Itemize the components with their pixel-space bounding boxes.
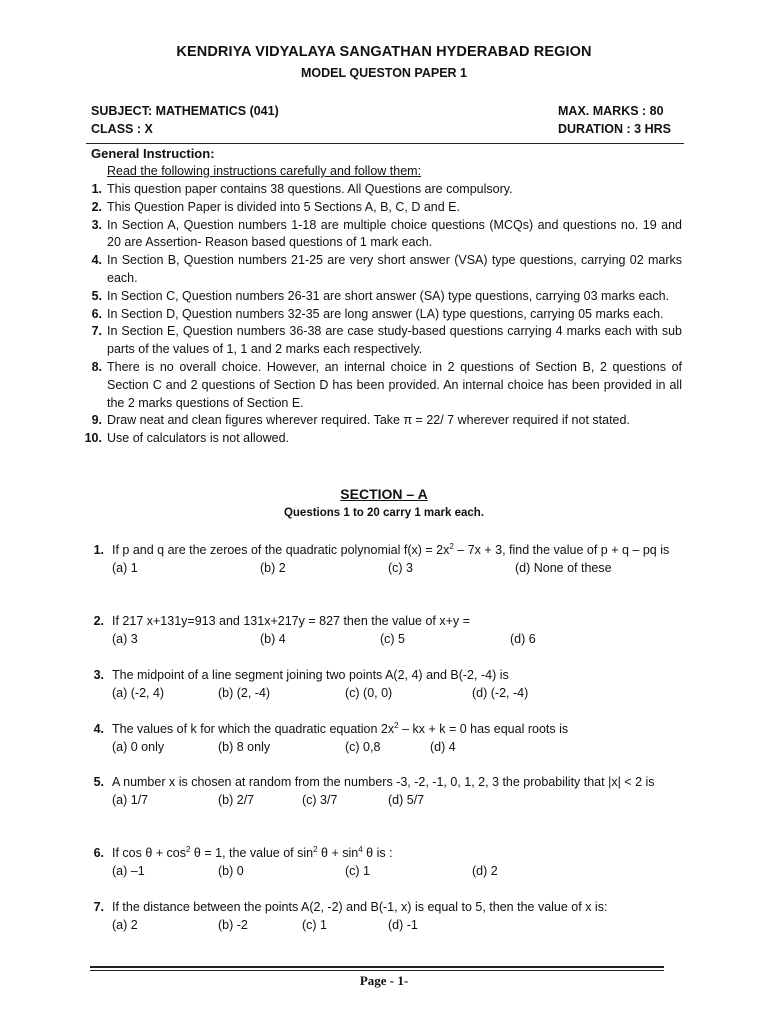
question-2 — [70, 612, 682, 648]
subject-class-block — [91, 102, 279, 138]
option-a: (a) 1 — [112, 561, 138, 575]
question-text-part: θ is : — [362, 846, 393, 860]
duration-label: DURATION : 3 HRS — [558, 122, 671, 136]
option-a: (a) 1/7 — [112, 793, 149, 807]
instruction-item — [70, 288, 682, 306]
instruction-text: Draw neat and clean figures wherever required. Take π = 22/ 7 wherever required if not stated. — [107, 413, 630, 428]
instruction-number: 8. — [91, 359, 102, 374]
instructions-title: General Instruction: — [91, 146, 215, 161]
question-4 — [70, 720, 682, 756]
question-text-part: If p and q are the zeroes of the quadratic polynomial f(x) = 2x — [112, 543, 450, 557]
instructions-list — [70, 181, 682, 448]
question-text: A number x is chosen at random from the numbers -3, -2, -1, 0, 1, 2, 3 the probability that |x| < 2 is — [112, 775, 655, 789]
exponent: 4 — [358, 844, 363, 854]
question-text-part: – kx + k = 0 has equal roots is — [398, 722, 569, 736]
instruction-number: 9. — [91, 413, 102, 428]
instructions-lead: Read the following instructions carefully and follow them: — [107, 164, 422, 178]
instruction-text: In Section B, Question numbers 21-25 are very short answer (VSA) type questions, carrying 02 marks each. — [107, 253, 682, 285]
question-text: The midpoint of a line segment joining two points A(2, 4) and B(-2, -4) is — [112, 668, 509, 682]
options-row — [112, 862, 682, 880]
option-c: (c) 5 — [380, 632, 405, 646]
option-a: (a) 0 only — [112, 740, 165, 754]
options-row — [112, 738, 682, 756]
instruction-item — [70, 252, 682, 288]
question-number: 6. — [93, 846, 104, 860]
question-7 — [70, 898, 682, 934]
option-c: (c) 0,8 — [345, 740, 381, 754]
subject-label: SUBJECT: MATHEMATICS (041) — [91, 104, 279, 118]
instruction-item — [70, 181, 682, 199]
instruction-item — [70, 323, 682, 359]
option-b: (b) 0 — [218, 864, 244, 878]
instruction-number: 1. — [91, 182, 102, 196]
option-a: (a) –1 — [112, 864, 145, 878]
instruction-text: In Section D, Question numbers 32-35 are long answer (LA) type questions, carrying 05 marks each. — [107, 306, 664, 321]
instruction-number: 7. — [91, 324, 102, 339]
option-d: (d) 5/7 — [388, 793, 425, 807]
option-c: (c) 1 — [302, 918, 327, 932]
option-a: (a) 3 — [112, 632, 138, 646]
options-row — [112, 916, 682, 934]
instruction-number: 3. — [91, 217, 102, 232]
option-d: (d) -1 — [388, 918, 418, 932]
question-number: 2. — [93, 614, 104, 628]
question-text-part: The values of k for which the quadratic equation 2x — [112, 722, 395, 736]
option-b: (b) (2, -4) — [218, 686, 271, 700]
option-d: (d) (-2, -4) — [472, 686, 529, 700]
instruction-item — [70, 412, 682, 430]
question-text-part: If cos θ + cos — [112, 846, 186, 860]
instruction-text: Use of calculators is not allowed. — [107, 431, 290, 446]
options-row — [112, 559, 682, 577]
instruction-item — [70, 359, 682, 412]
section-subtitle: Questions 1 to 20 carry 1 mark each. — [283, 507, 485, 519]
header-divider — [86, 143, 684, 144]
question-text — [112, 844, 682, 862]
instruction-number: 10. — [84, 431, 102, 446]
question-text — [112, 541, 682, 559]
footer-divider-thin — [90, 970, 664, 971]
exponent: 2 — [313, 844, 318, 854]
max-marks-label: MAX. MARKS : 80 — [558, 104, 664, 118]
option-a: (a) 2 — [112, 918, 138, 932]
instruction-text: In Section A, Question numbers 1-18 are multiple choice questions (MCQs) and questions no. 19 and 20 are Assertion- Reason based questions of 1 mark each. — [107, 217, 682, 250]
options-row — [112, 684, 682, 702]
question-number: 7. — [93, 900, 104, 914]
page-number: Page - 1- — [359, 973, 409, 988]
instruction-number: 4. — [91, 253, 102, 268]
instruction-text: In Section C, Question numbers 26-31 are short answer (SA) type questions, carrying 03 marks each. — [107, 288, 670, 303]
option-d: (d) 6 — [510, 632, 536, 646]
question-text: If the distance between the points A(2, -2) and B(-1, x) is equal to 5, then the value of x is: — [112, 900, 608, 914]
option-a: (a) (-2, 4) — [112, 686, 165, 700]
marks-duration-block — [558, 102, 671, 138]
instruction-item — [70, 217, 682, 253]
instruction-item — [70, 199, 682, 217]
option-d: (d) 2 — [472, 864, 498, 878]
document-subtitle: MODEL QUESTON PAPER 1 — [300, 66, 467, 80]
question-number: 5. — [93, 775, 104, 789]
question-text-part: θ + sin — [317, 846, 359, 860]
option-b: (b) 4 — [260, 632, 286, 646]
question-number: 1. — [93, 543, 104, 557]
question-text-part: θ = 1, the value of sin — [190, 846, 314, 860]
option-b: (b) 2 — [260, 561, 286, 575]
option-c: (c) 3 — [388, 561, 413, 575]
instruction-text: This Question Paper is divided into 5 Sections A, B, C, D and E. — [107, 199, 460, 214]
options-row — [112, 791, 682, 809]
question-6 — [70, 844, 682, 880]
exponent: 2 — [449, 541, 454, 551]
option-b: (b) 2/7 — [218, 793, 255, 807]
question-text — [112, 720, 682, 738]
option-d: (d) None of these — [515, 561, 612, 575]
section-title: SECTION – A — [340, 486, 428, 502]
footer-divider-thick — [90, 966, 664, 968]
question-1 — [70, 541, 682, 577]
option-c: (c) (0, 0) — [345, 686, 393, 700]
option-c: (c) 1 — [345, 864, 370, 878]
instruction-item — [70, 430, 682, 448]
option-c: (c) 3/7 — [302, 793, 338, 807]
question-number: 4. — [93, 722, 104, 736]
section-heading — [0, 486, 768, 502]
option-b: (b) 8 only — [218, 740, 271, 754]
instruction-text: This question paper contains 38 questions. All Questions are compulsory. — [107, 182, 513, 196]
instruction-text: There is no overall choice. However, an internal choice in 2 questions of Section B, 2 questions of Section C and 2 questions of Section D has been provided. An internal choice has been provided in all the 2 marks questions of Section E. — [107, 359, 682, 410]
instruction-number: 2. — [91, 199, 102, 214]
instruction-text: In Section E, Question numbers 36-38 are case study-based questions carrying 4 marks each with sub parts of the values of 1, 1 and 2 marks each respectively. — [107, 324, 682, 357]
option-b: (b) -2 — [218, 918, 248, 932]
instruction-item — [70, 306, 682, 324]
document-title: KENDRIYA VIDYALAYA SANGATHAN HYDERABAD REGION — [176, 44, 592, 60]
question-number: 3. — [93, 668, 104, 682]
question-text: If 217 x+131y=913 and 131x+217y = 827 then the value of x+y = — [112, 614, 470, 628]
class-label: CLASS : X — [91, 122, 153, 136]
exponent: 2 — [186, 844, 191, 854]
question-3 — [70, 666, 682, 702]
instruction-number: 6. — [91, 306, 102, 321]
exponent: 2 — [394, 720, 399, 730]
instruction-number: 5. — [91, 288, 102, 303]
question-5 — [70, 773, 682, 809]
question-text-part: – 7x + 3, find the value of p + q – pq is — [453, 543, 670, 557]
options-row — [112, 630, 682, 648]
option-d: (d) 4 — [430, 740, 456, 754]
